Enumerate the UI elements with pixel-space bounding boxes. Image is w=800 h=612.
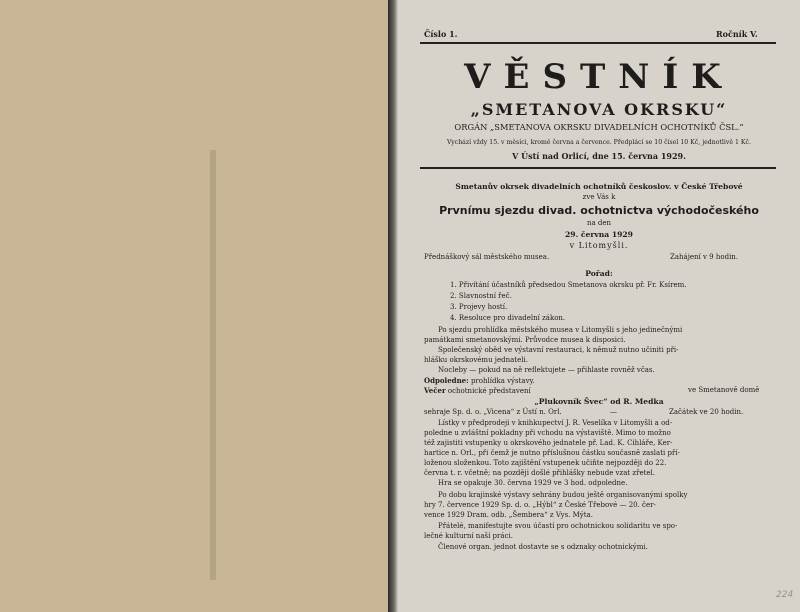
masthead-rule (420, 167, 776, 169)
evening-label: Večer (424, 386, 446, 395)
venue: Přednáškový sál městského musea. (424, 253, 550, 261)
body-line: vence 1929 Dram. odb. „Šembera“ z Vys. Mýta. (424, 511, 593, 519)
body-line: hlášku okrskovému jednateli. (424, 356, 528, 364)
masthead-organ: ORGÁN „SMETANOVA OKRSKU DIVADELNÍCH OCHOTNÍKŮ ČSL.“ (454, 122, 744, 132)
pencil-page-note: 224 (776, 590, 794, 600)
page-stain (210, 150, 216, 580)
body-line: hry 7. července 1929 Sp. d. o. „Hýbl“ z České Třebové — 20. čer- (424, 501, 656, 509)
play-title: „Plukovník Švec“ od R. Medka (534, 397, 664, 406)
header-rule (420, 42, 776, 44)
newsletter-page (398, 0, 800, 612)
afternoon-text: prohlídka výstavy. (470, 377, 535, 385)
body-line: Po dobu krajinské výstavy sehrány budou ještě organisovanými spolky (438, 491, 688, 499)
body-line: poledne u zvláštní pokladny při vchodu na výstaviště. Mimo to možno (424, 429, 671, 437)
invitation-place: v Litomyšli. (569, 241, 629, 250)
invitation-line2: zve Vás k (582, 193, 616, 201)
program-item: 1. Přivítání účastníků předsedou Smetanova okrsku př. Fr. Ksírem. (450, 281, 687, 289)
performance-dash: — (610, 408, 617, 416)
invitation-line3: na den (586, 219, 612, 227)
masthead-title: VĚSTNÍK (464, 57, 734, 97)
invitation-line1: Smetanův okrsek divadelních ochotníků českoslov. v České Třebové (455, 182, 743, 191)
volume-number: Ročník V. (716, 29, 758, 39)
performance-line: sehraje Sp. d. o. „Vicena“ z Ústí n. Orl. (424, 408, 562, 416)
afternoon-label: Odpoledne: (424, 376, 469, 385)
body-line: Hra se opakuje 30. června 1929 ve 3 hod. odpoledne. (438, 479, 628, 487)
body-line: Lístky v předprodeji v knihkupectví J. R. Veselíka v Litomyšli a od- (438, 419, 673, 427)
afternoon-line (424, 376, 535, 386)
program-item: 2. Slavnostní řeč. (450, 292, 512, 300)
body-line: lečné kulturní naší práci. (424, 532, 513, 540)
body-line: též zajistiti vstupenky u okrskového jednatele př. Lad. K. Cihláře, Ker- (424, 439, 673, 447)
closing-line: Členové organ. jednot dostavte se s odznaky ochotnickými. (438, 543, 648, 551)
left-blank-page (0, 0, 388, 612)
publication-note: Vychází vždy 15. v měsíci, kromě června a července. Předplácí se 10 čísel 10 Kč, jednotlivě 1 Kč. (447, 139, 751, 146)
program-item: 3. Projevy hostí. (450, 303, 508, 311)
body-line: Přátelé, manifestujte svou účastí pro ochotnickou solidaritu ve spo- (438, 522, 678, 530)
evening-line (424, 386, 531, 396)
start-time: Zahájení v 9 hodin. (670, 253, 739, 261)
body-line: památkami smetanovskými. Průvodce musea k disposici. (424, 336, 626, 344)
invitation-date: 29. června 1929 (565, 230, 633, 239)
body-line: loženou složenkou. Toto zajištění vstupenek učiňte nejpozději do 22. (424, 459, 667, 467)
issue-number: Číslo 1. (424, 29, 458, 39)
place-date: V Ústí nad Orlicí, dne 15. června 1929. (512, 151, 686, 161)
masthead-subtitle: „SMETANOVA OKRSKU“ (470, 100, 728, 119)
body-line: Po sjezdu prohlídka městského musea v Litomyšli s jeho jedinečnými (438, 326, 683, 334)
invitation-headline: Prvnímu sjezdu divad. ochotnictva východočeského (439, 204, 759, 217)
program-item: 4. Resoluce pro divadelní zákon. (450, 314, 566, 322)
body-line: Společenský oběd ve výstavní restauraci, k němuž nutno učiniti při- (438, 346, 679, 354)
body-line: června t. r. včetně; na později došlé přihlášky nebude vzat zřetel. (424, 469, 656, 477)
body-line: hartice n. Orl., při čemž je nutno příslušnou částku současně zaslati pří- (424, 449, 680, 457)
program-heading: Pořad: (585, 269, 613, 278)
evening-text: ochotnické představení (447, 387, 531, 395)
performance-start: Začátek ve 20 hodin. (669, 408, 744, 416)
body-line: Nocleby — pokud na ně reflektujete — přihlaste rovněž včas. (438, 366, 655, 374)
book-spine (388, 0, 398, 612)
evening-venue: ve Smetanově domě (688, 386, 760, 394)
